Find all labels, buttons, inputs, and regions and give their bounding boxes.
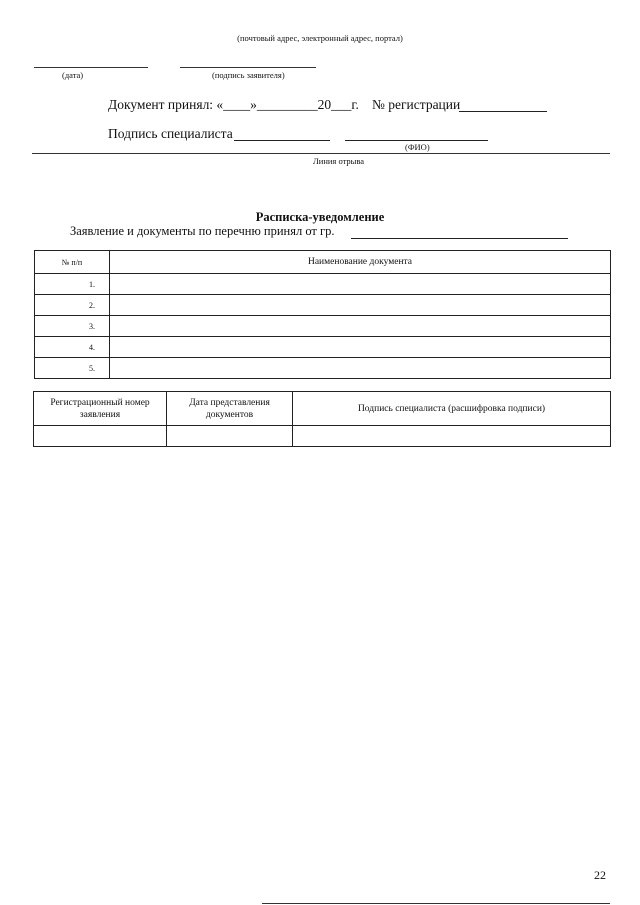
col-number-header: № п/п xyxy=(35,251,110,274)
table-row xyxy=(35,274,611,295)
footer-line xyxy=(262,903,610,904)
documents-table xyxy=(34,250,611,379)
date-caption: (дата) xyxy=(62,70,84,80)
document-name-cell[interactable] xyxy=(110,337,611,358)
row-number: 1. xyxy=(35,274,110,295)
specialist-signature-label: Подпись специалиста xyxy=(108,126,233,141)
documents-table-header xyxy=(35,251,611,274)
doc-accepted-line: Документ принял: «____»_________20___г. xyxy=(108,97,359,112)
applicant-signature-line xyxy=(180,67,316,68)
row-number: 3. xyxy=(35,316,110,337)
receipt-statement: Заявление и документы по перечню принял от гр. xyxy=(70,224,335,238)
fio-caption: (ФИО) xyxy=(405,142,430,152)
registration-label: № регистрации xyxy=(372,97,461,112)
row-number: 4. xyxy=(35,337,110,358)
table-row xyxy=(35,316,611,337)
document-name-cell[interactable] xyxy=(110,295,611,316)
col-submit-date-header: Дата представления документов xyxy=(167,392,293,426)
row-number: 2. xyxy=(35,295,110,316)
citizen-name-field[interactable] xyxy=(351,238,568,239)
table-row xyxy=(35,358,611,379)
col-reg-number-header: Регистрационный номер заявления xyxy=(34,392,167,426)
col-name-header: Наименование документа xyxy=(110,251,611,274)
reg-number-cell[interactable] xyxy=(34,426,167,447)
col-specialist-signature-header: Подпись специалиста (расшифровка подписи) xyxy=(293,392,611,426)
address-caption: (почтовый адрес, электронный адрес, портал) xyxy=(237,33,403,43)
row-number: 5. xyxy=(35,358,110,379)
tear-line-caption: Линия отрыва xyxy=(313,156,365,166)
document-name-cell[interactable] xyxy=(110,358,611,379)
page-number: 22 xyxy=(594,868,606,882)
specialist-signature-cell[interactable] xyxy=(293,426,611,447)
table-row xyxy=(35,337,611,358)
document-name-cell[interactable] xyxy=(110,274,611,295)
specialist-signature-field[interactable] xyxy=(234,140,330,141)
table-row xyxy=(35,295,611,316)
registration-table-header xyxy=(34,392,611,426)
table-row xyxy=(34,426,611,447)
date-line xyxy=(34,67,148,68)
document-name-cell[interactable] xyxy=(110,316,611,337)
submit-date-cell[interactable] xyxy=(167,426,293,447)
tear-line xyxy=(32,153,610,154)
applicant-signature-caption: (подпись заявителя) xyxy=(212,70,285,80)
registration-table xyxy=(33,391,611,447)
receipt-title: Расписка-уведомление xyxy=(255,210,385,224)
specialist-fio-field[interactable] xyxy=(345,140,488,141)
registration-number-field[interactable] xyxy=(459,111,547,112)
